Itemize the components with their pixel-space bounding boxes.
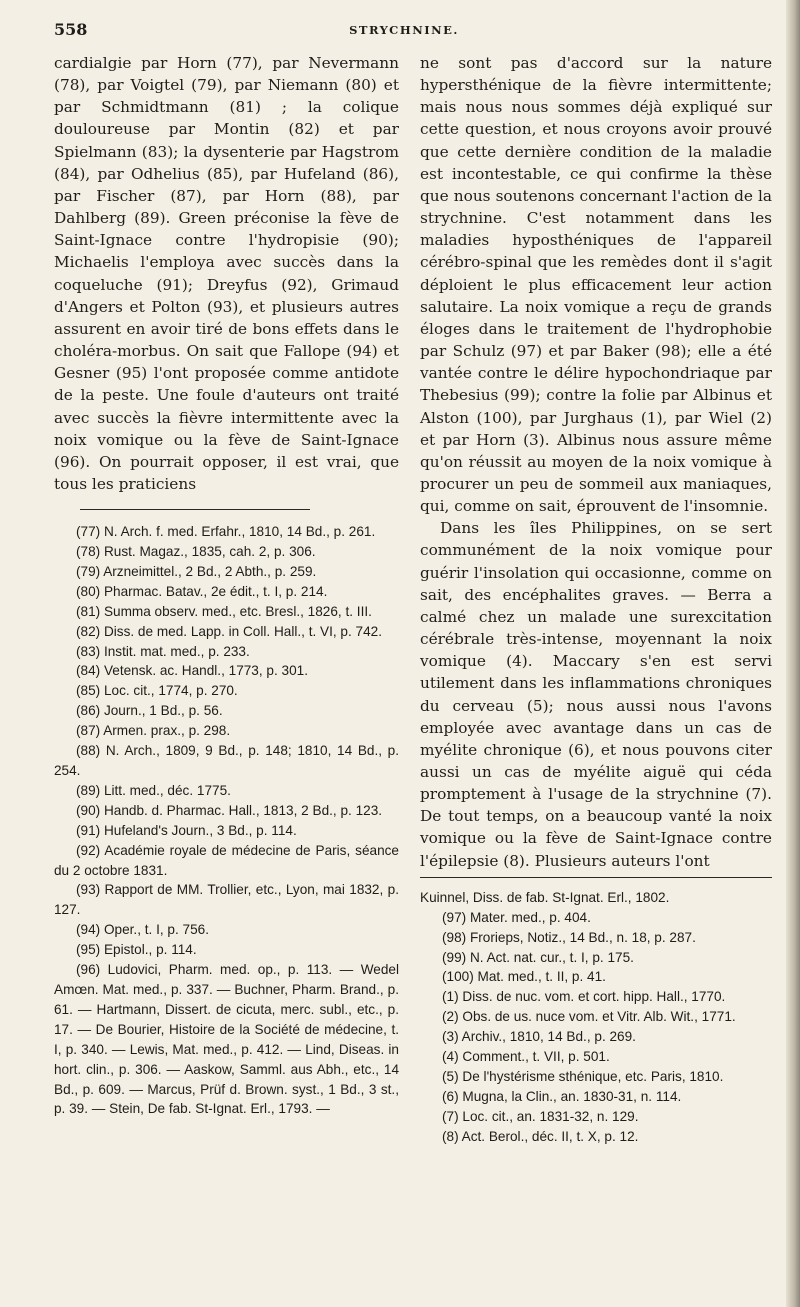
footnote: (7) Loc. cit., an. 1831-32, n. 129. [442,1108,639,1124]
footnote: (100) Mat. med., t. II, p. 41. [442,969,606,985]
footnote: (81) Summa observ. med., etc. Bresl., 1826, t. III. [76,603,372,619]
footnote: (89) Litt. med., déc. 1775. [76,782,231,798]
footnote: (86) Journ., 1 Bd., p. 56. [76,703,223,719]
footnote: (80) Pharmac. Batav., 2e édit., t. I, p. 214. [76,583,328,599]
footnote: (98) Frorieps, Notiz., 14 Bd., n. 18, p. 287. [442,929,696,945]
footnote: (88) N. Arch., 1809, 9 Bd., p. 148; 1810, 14 Bd., p. 254. [54,743,399,778]
footnote: (99) N. Act. nat. cur., t. I, p. 175. [442,949,634,965]
footnote: (92) Académie royale de médecine de Paris, séance du 2 octobre 1831. [54,842,399,878]
left-column [54,52,399,1119]
left-footnotes [54,522,399,1119]
footnote: (93) Rapport de MM. Trollier, etc., Lyon, mai 1832, p. 127. [54,882,399,918]
footnote: (2) Obs. de us. nuce vom. et Vitr. Alb. Wit., 1771. [442,1009,736,1025]
footnote: (90) Handb. d. Pharmac. Hall., 1813, 2 Bd., p. 123. [76,802,383,818]
footnote: (96) Ludovici, Pharm. med. op., p. 113. — Wedel Amœn. Mat. med., p. 337. — Buchner, Pharm. Brand., p. 61. — Hartmann, Dissert. de cicuta, merc. subl., etc., p. 17. — De Bourier, Histoire de la Société de médecine, t. I, p. 340. — Lewis, Mat. med., p. 412. — Lind, Diseas. in hort. clin., p. 306. — Aaskow, Samml. aus Abh., etc., 14 Bd., p. 609. — Marcus, Prüf d. Brown. syst., 1 Bd., 3 st., p. 39. — Stein, De fab. St-Ignat. Erl., 1793. — [54,962,399,1117]
footnote: (3) Archiv., 1810, 14 Bd., p. 269. [442,1029,636,1045]
footnote: (95) Epistol., p. 114. [76,942,197,958]
footnote: (5) De l'hystérisme sthénique, etc. Paris, 1810. [442,1068,724,1084]
footnote: (85) Loc. cit., 1774, p. 270. [76,683,238,699]
footnote-rule [420,877,772,878]
footnote: (91) Hufeland's Journ., 3 Bd., p. 114. [76,822,297,838]
footnote: (79) Arzneimittel., 2 Bd., 2 Abth., p. 259. [76,563,317,579]
footnote: (78) Rust. Magaz., 1835, cah. 2, p. 306. [76,544,316,560]
footnote-rule [80,509,310,510]
right-footnotes [420,888,772,1147]
footnote: (1) Diss. de nuc. vom. et cort. hipp. Hall., 1770. [442,989,726,1005]
page-number: 558 [54,20,88,39]
footnote: (8) Act. Berol., déc. II, t. X, p. 12. [442,1128,639,1144]
page-edge [786,0,800,1307]
footnote: (87) Armen. prax., p. 298. [76,723,231,739]
body-paragraph: Dans les îles Philippines, on se sert communément de la noix vomique pour guérir l'insolation qui occasionne, comme on sait, des encéphalites graves. — Berra a calmé chez un malade une surexcitation cérébrale très-intense, moyennant la noix vomique (4). Maccary s'en est servi utilement dans les inflammations chroniques du cerveau (5); nous aussi nous l'avons employée avec avantage dans un cas de myélite chronique (6), et nous pouvons citer aussi un cas de myélite aiguë qui céda promptement à l'usage de la strychnine (7). De tout temps, on a beaucoup vanté la noix vomique ou la fève de Saint-Ignace contre l'épilepsie (8). Plusieurs auteurs l'ont [420,519,772,870]
footnote: (82) Diss. de med. Lapp. in Coll. Hall., t. VI, p. 742. [76,623,382,639]
footnote: (84) Vetensk. ac. Handl., 1773, p. 301. [76,663,308,679]
footnote: (97) Mater. med., p. 404. [442,909,591,925]
footnote: (83) Instit. mat. med., p. 233. [76,643,250,659]
right-body-text [420,52,772,872]
footnote: (4) Comment., t. VII, p. 501. [442,1049,610,1065]
running-title: STRYCHNINE. [349,23,459,37]
page-header [54,20,754,40]
body-paragraph: ne sont pas d'accord sur la nature hypersthénique de la fièvre intermittente; mais nous nous sommes déjà expliqué sur cette question, et nous croyons avoir prouvé que cette dernière condition de la maladie est incontestable, ce qui confirme la thèse que nous soutenons concernant l'action de la strychnine. C'est notamment dans les maladies hyposthéniques de l'appareil cérébro-spinal que les remèdes dont il s'agit déploient le plus efficacement leur action salutaire. La noix vomique a reçu de grands éloges dans le traitement de l'hydrophobie par Schulz (97) et par Baker (98); elle a été vantée contre le délire hypochondriaque par Thebesius (99); contre la folie par Albinus et Alston (100), par Jurghaus (1), par Wiel (2) et par Horn (3). Albinus nous assure même qu'on réussit au moyen de la noix vomique à procurer un peu de sommeil aux maniaques, qui, comme on sait, éprouvent de l'insomnie. [420,54,772,516]
right-column [420,52,772,1147]
footnote: (77) N. Arch. f. med. Erfahr., 1810, 14 Bd., p. 261. [76,524,376,540]
footnote: (94) Oper., t. I, p. 756. [76,922,209,938]
body-paragraph: cardialgie par Horn (77), par Nevermann (78), par Voigtel (79), par Niemann (80) et par Schmidtmann (81) ; la colique douloureuse par Montin (82) et par Spielmann (83); la dysenterie par Hagstrom (84), par Odhelius (85), par Hufeland (86), par Fischer (87), par Horn (88), par Dahlberg (89). Green préconise la fève de Saint-Ignace contre l'hydropisie (90); Michaelis l'employa avec succès dans la coqueluche (91); Dreyfus (92), Grimaud d'Angers et Polton (93), et plusieurs autres assurent en avoir tiré de bons effets dans le choléra-morbus. On sait que Fallope (94) et Gesner (95) l'ont proposée comme antidote de la peste. Une foule d'auteurs ont traité avec succès la fièvre intermittente avec la noix vomique ou la fève de Saint-Ignace (96). On pourrait opposer, il est vrai, que tous les praticiens [54,54,399,493]
footnote-continuation: Kuinnel, Diss. de fab. St-Ignat. Erl., 1802. [420,889,670,905]
footnote: (6) Mugna, la Clin., an. 1830-31, n. 114. [442,1088,682,1104]
left-body-text [54,52,399,495]
